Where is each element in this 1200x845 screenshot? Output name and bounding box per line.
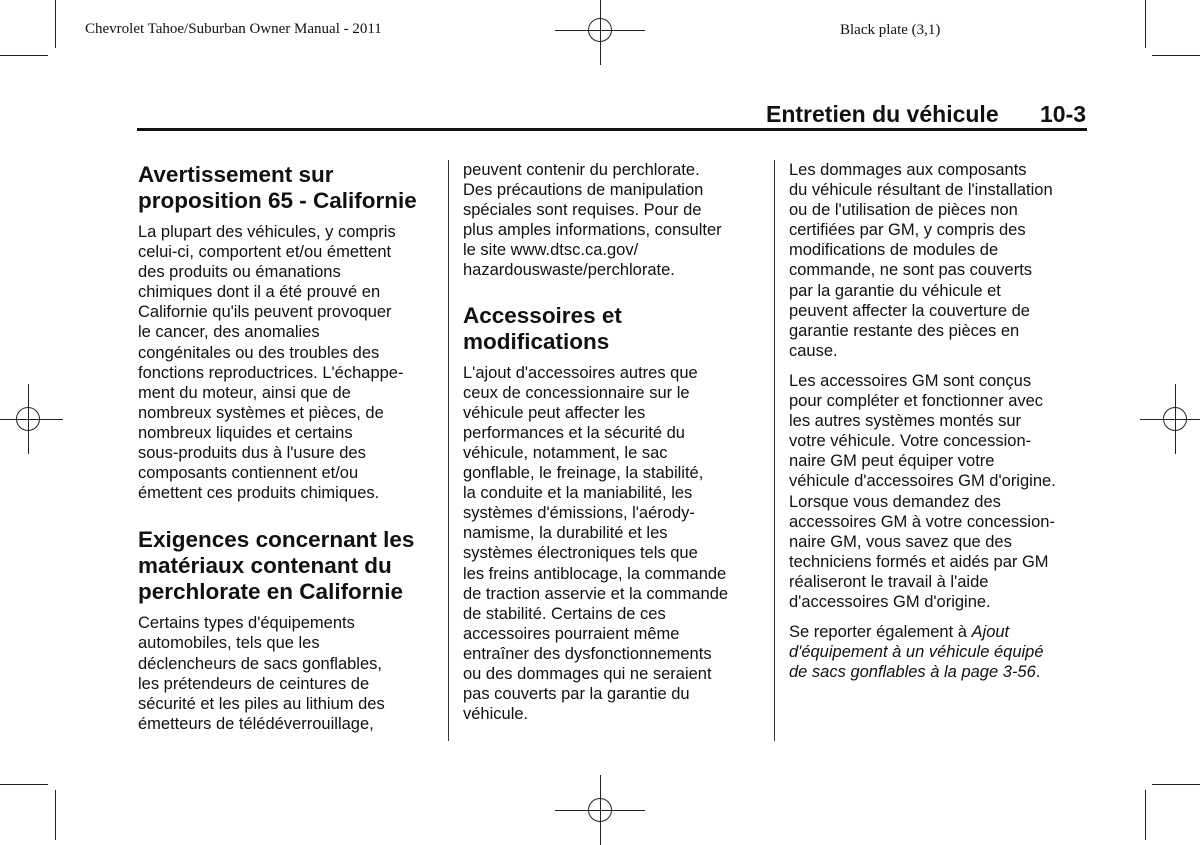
registration-mark [1140,384,1200,454]
registration-mark [555,775,645,845]
paragraph-damage: Les dommages aux composants du véhicule résultant de l'installation ou de l'utilisation de pièces non certifiées par GM, y compris des modifications de modules de commande, ne sont pas couverts par la garantie du véhicule et peuvent affecter la couverture de garantie restante des pièces en cause. [789,161,1053,360]
registration-mark [0,384,63,454]
trim-mark [0,784,48,785]
heading-accessories: Accessoires et modifications [463,302,622,354]
trim-mark [1152,784,1200,785]
paragraph-perchlorate: Certains types d'équipements automobiles, tels que les déclencheurs de sacs gonflables, les prétendeurs de ceintures de sécurité et les piles au lithium des émetteurs de télédéverrouillage, [138,614,385,733]
column-3 [789,160,1089,690]
registration-mark [555,0,645,65]
section-title: Entretien du véhicule [766,101,999,127]
paragraph-gm-accessories: Les accessoires GM sont conçus pour compléter et fonctionner avec les autres systèmes montés sur votre véhicule. Votre concession- naire GM peut équiper votre véhicule d'accessoires GM d'origine. Lorsque vous demandez des accessoires GM à votre concession- naire GM, vous savez que des techniciens formés et aidés par GM réaliseront le travail à l'aide d'accessoires GM d'origine. [789,371,1056,611]
document-header: Chevrolet Tahoe/Suburban Owner Manual - 2011 [85,21,382,37]
page-number: 10-3 [1040,101,1087,127]
column-2 [463,160,763,732]
heading-perchlorate: Exigences concernant les matériaux contenant du perchlorate en Californie [138,527,415,605]
trim-mark [0,55,48,56]
trim-mark [1145,790,1146,840]
paragraph-prop65: La plupart des véhicules, y compris celui-ci, comportent et/ou émettent des produits ou émanations chimiques dont il a été prouvé en Californie qu'ils peuvent provoquer le cancer, des anomalies congénitales ou des troubles des fonctions reproductrices. L'échappe- ment du moteur, ainsi que de nombreux systèmes et pièces, de nombreux liquides et certains sous-produits dus à l'usure des composants contiennent et/ou émettent ces produits chimiques. [138,223,404,503]
column-divider [448,160,449,741]
plate-label: Black plate (3,1) [840,22,941,38]
trim-mark [55,0,56,48]
column-1 [138,160,438,742]
paragraph-see-also: Se reporter également à Ajout d'équipement à un véhicule équipé de sacs gonflables à la page 3-56. [789,622,1089,682]
paragraph-accessories: L'ajout d'accessoires autres que ceux de concessionnaire sur le véhicule peut affecter les performances et la sécurité du véhicule, notamment, le sac gonflable, le freinage, la stabilité, la conduite et la maniabilité, les systèmes d'émissions, l'aérody- namisme, la durabilité et les systèmes électroniques tels que les freins antiblocage, la commande de traction asservie et la commande de stabilité. Certains de ces accessoires pourraient même entraîner des dysfonctionnements ou des dommages qui ne seraient pas couverts par la garantie du véhicule. [463,363,729,724]
trim-mark [55,790,56,840]
column-divider [774,160,775,741]
trim-mark [1145,0,1146,48]
cross-reference-link[interactable]: Ajout d'équipement à un véhicule équipé de sacs gonflables à la page 3-56 [789,623,1044,682]
trim-mark [1152,55,1200,56]
heading-prop65: Avertissement sur proposition 65 - Californie [138,162,417,213]
title-rule [137,128,1087,131]
paragraph-perchlorate-continued: peuvent contenir du perchlorate. Des précautions de manipulation spéciales sont requises. Pour de plus amples informations, consulter le site www.dtsc.ca.gov/ hazardouswaste/perchlorate. [463,161,722,280]
